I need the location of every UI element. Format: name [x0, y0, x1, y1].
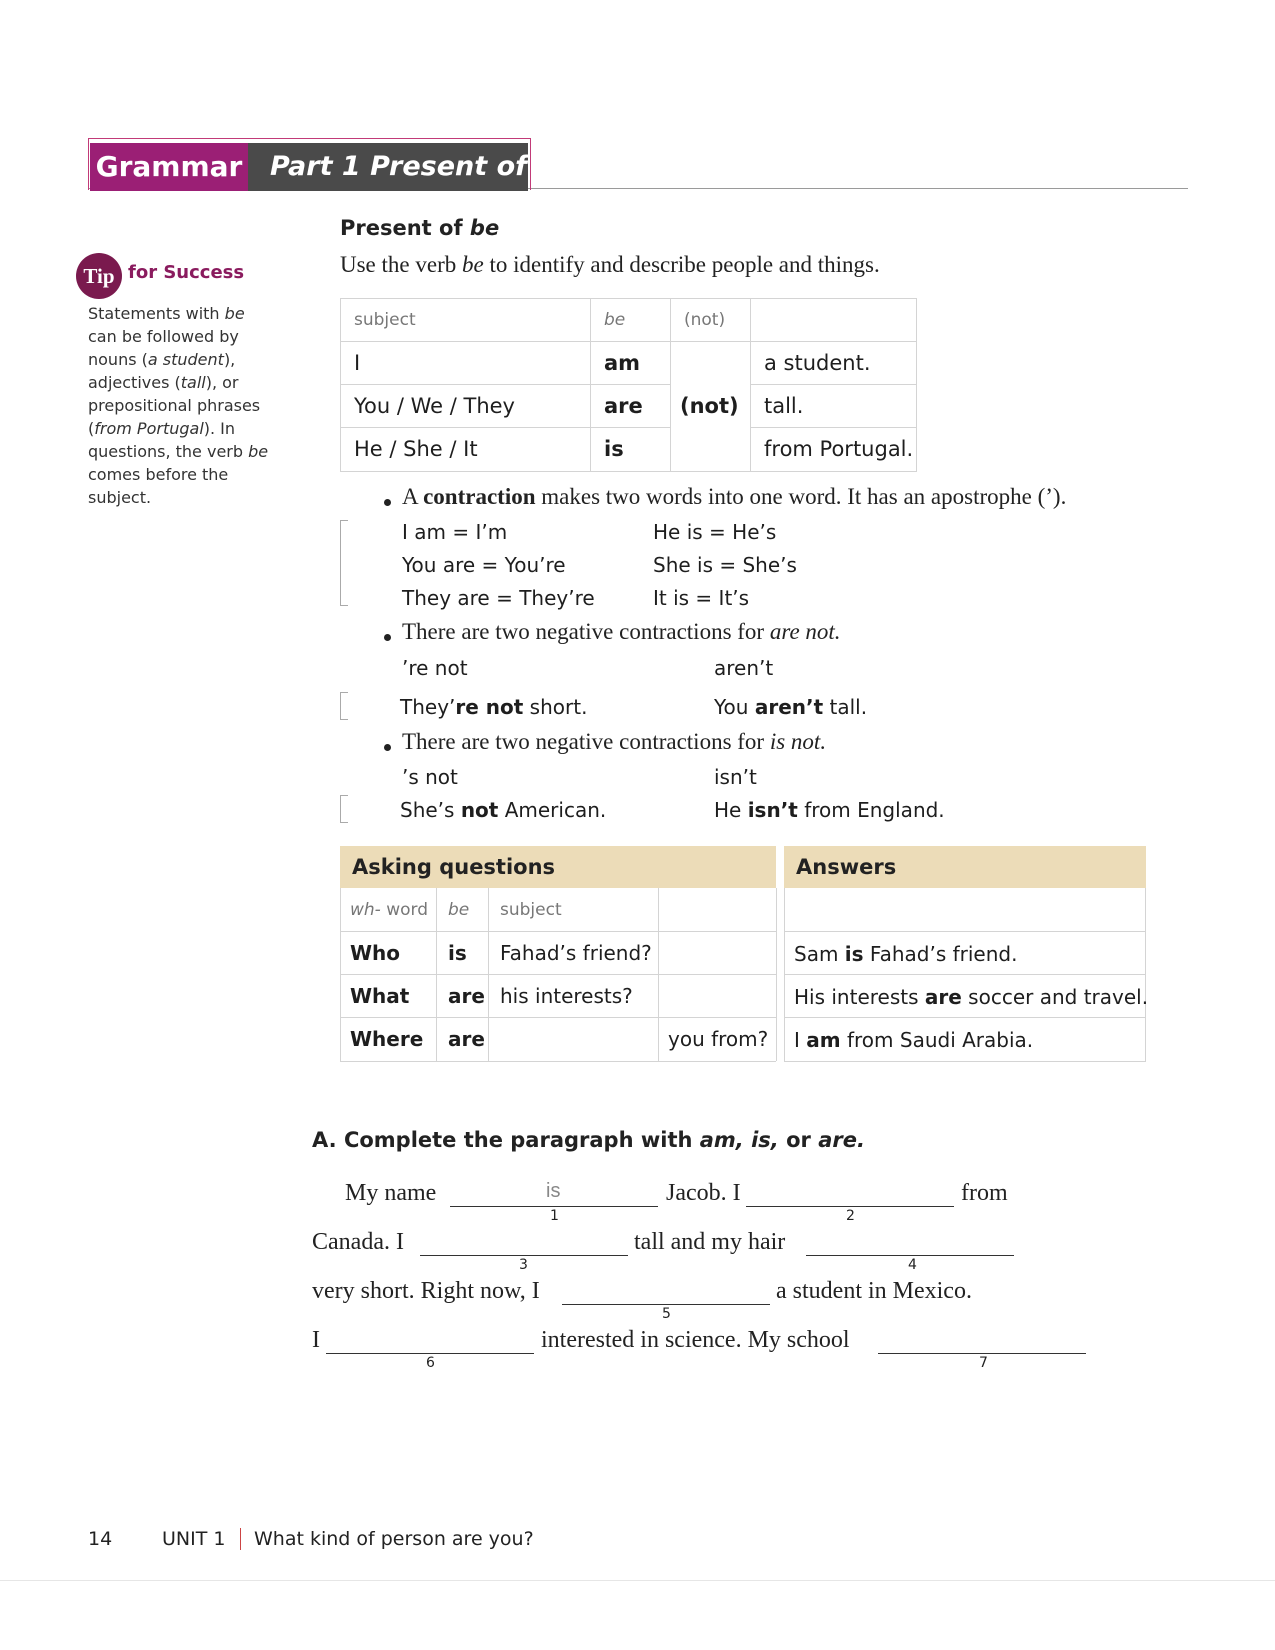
- exercise-instruction: A. Complete the paragraph with am, is, or are.: [312, 1128, 865, 1152]
- blank-2[interactable]: [746, 1206, 954, 1207]
- unit-title: What kind of person are you?: [254, 1528, 534, 1550]
- q-be: is: [448, 941, 467, 965]
- blank-6[interactable]: [326, 1353, 534, 1354]
- table-header-not: (not): [684, 309, 726, 330]
- blank-number: 6: [426, 1355, 435, 1371]
- contraction-example: It is = It’s: [653, 586, 750, 610]
- bullet-dot: [384, 634, 391, 641]
- bullet-dot: [384, 744, 391, 751]
- neg-is-left-head: ’s not: [402, 765, 458, 789]
- neg-is-left-example: She’s not American.: [400, 798, 607, 822]
- neg-is-note: There are two negative contractions for is not.: [402, 729, 827, 754]
- table-header-be: be: [604, 309, 626, 330]
- paragraph-text: My name: [345, 1180, 437, 1206]
- footer-separator: [240, 1528, 241, 1550]
- example-answer: is: [546, 1180, 561, 1202]
- neg-are-left-example: They’re not short.: [400, 695, 588, 719]
- blank-number: 7: [979, 1355, 988, 1371]
- table-cell-complement: tall.: [764, 393, 804, 418]
- blank-1[interactable]: [450, 1206, 658, 1207]
- bracket: [340, 795, 348, 823]
- paragraph-text: interested in science. My school: [541, 1327, 850, 1353]
- table-cell-subject: You / We / They: [354, 393, 515, 418]
- bracket: [340, 520, 348, 606]
- bullet-dot: [384, 499, 391, 506]
- table-cell-complement: from Portugal.: [764, 437, 914, 461]
- blank-3[interactable]: [420, 1255, 628, 1256]
- table-header-subject: subject: [354, 309, 416, 330]
- header-wh-word: wh- word: [350, 900, 429, 920]
- contraction-example: They are = They’re: [402, 586, 595, 610]
- paragraph-text: a student in Mexico.: [776, 1278, 972, 1304]
- tip-text: Statements with be can be followed by nouns (a student), adjectives (tall), or prepositional phrases (from Portugal). In questions, the verb be comes before the subject.: [88, 304, 269, 507]
- q-subject: his interests?: [500, 984, 633, 1008]
- blank-number: 1: [550, 1208, 559, 1224]
- paragraph-text: Canada. I: [312, 1229, 404, 1255]
- answer: His interests are soccer and travel.: [794, 985, 1149, 1009]
- neg-are-right-head: aren’t: [714, 656, 774, 680]
- blank-number: 4: [908, 1257, 917, 1273]
- contraction-note: A contraction makes two words into one word. It has an apostrophe (’).: [402, 484, 1067, 509]
- q-wh: What: [350, 984, 410, 1008]
- table-cell-complement: a student.: [764, 350, 871, 375]
- asking-questions-heading: Asking questions: [340, 846, 776, 888]
- page-number: 14: [88, 1528, 113, 1550]
- q-subject: Fahad’s friend?: [500, 941, 652, 965]
- paragraph-text: tall and my hair: [634, 1229, 786, 1255]
- part-title: [248, 143, 574, 191]
- table-cell-subject: I: [354, 350, 361, 375]
- part-title-italic: be: [536, 151, 574, 182]
- answers-heading: Answers: [784, 846, 1146, 888]
- neg-are-right-example: You aren’t tall.: [714, 695, 868, 719]
- blank-number: 5: [662, 1306, 671, 1322]
- contraction-example: He is = He’s: [653, 520, 777, 544]
- table-cell-be: is: [604, 437, 624, 461]
- neg-are-left-head: ’re not: [402, 656, 468, 680]
- table-cell-be: am: [604, 350, 641, 375]
- blank-5[interactable]: [562, 1304, 770, 1305]
- header-subject: subject: [500, 900, 562, 920]
- part-title-text: Part 1 Present of: [270, 151, 537, 182]
- table-cell-not: (not): [680, 393, 739, 418]
- bracket: [340, 692, 348, 720]
- tip-title: for Success: [128, 262, 245, 283]
- blank-number: 2: [846, 1208, 855, 1224]
- blank-7[interactable]: [878, 1353, 1086, 1354]
- contraction-example: She is = She’s: [653, 553, 797, 577]
- paragraph-text: Jacob. I: [666, 1180, 741, 1206]
- paragraph-text: from: [961, 1180, 1008, 1206]
- neg-are-note: There are two negative contractions for are not.: [402, 619, 841, 644]
- contraction-example: You are = You’re: [402, 553, 566, 577]
- answer: I am from Saudi Arabia.: [794, 1028, 1034, 1052]
- header-be: be: [448, 900, 470, 920]
- q-be: are: [448, 1027, 485, 1051]
- table-cell-subject: He / She / It: [354, 437, 478, 461]
- q-wh: Where: [350, 1027, 424, 1051]
- table-cell-be: are: [604, 393, 643, 418]
- paragraph-text: I: [312, 1327, 320, 1353]
- paragraph-text: very short. Right now, I: [312, 1278, 540, 1304]
- page-edge: [0, 1580, 1275, 1581]
- blank-number: 3: [519, 1257, 528, 1273]
- q-wh: Who: [350, 941, 401, 965]
- neg-is-right-head: isn’t: [714, 765, 757, 789]
- section-heading: Present of be: [340, 216, 500, 240]
- q-be: are: [448, 984, 485, 1008]
- answer: Sam is Fahad’s friend.: [794, 942, 1018, 966]
- unit-label: UNIT 1: [162, 1528, 226, 1550]
- tip-badge: Tip: [76, 253, 122, 299]
- neg-is-right-example: He isn’t from England.: [714, 798, 945, 822]
- blank-4[interactable]: [806, 1255, 1014, 1256]
- contraction-example: I am = I’m: [402, 520, 508, 544]
- section-label: Grammar: [90, 143, 248, 191]
- section-description: Use the verb be to identify and describe people and things.: [340, 252, 880, 277]
- q-extra: you from?: [668, 1027, 769, 1051]
